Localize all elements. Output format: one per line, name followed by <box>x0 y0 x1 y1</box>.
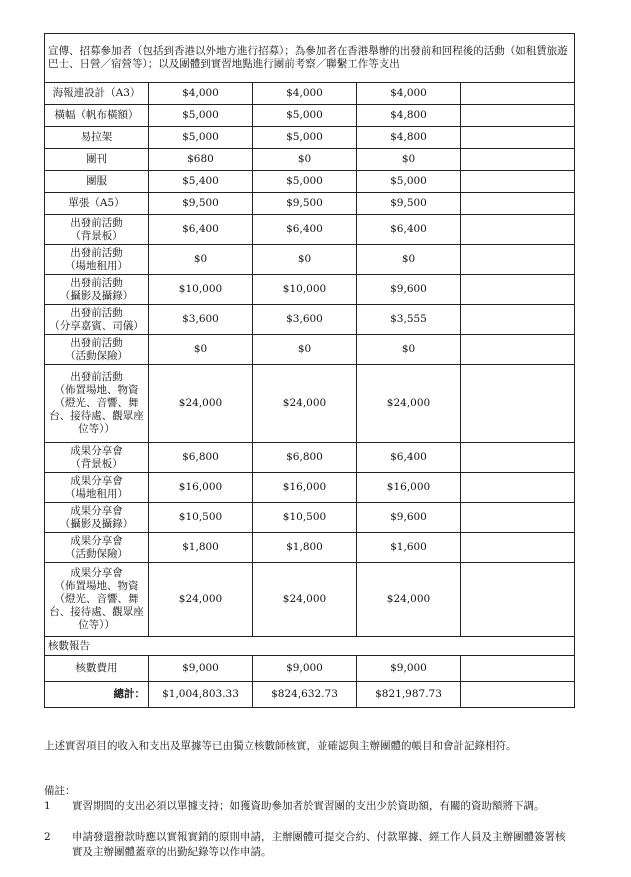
intro-row <box>45 34 575 83</box>
item-name-cell: 海報連設計（A3） <box>45 83 149 105</box>
table-row <box>45 83 575 105</box>
note-2 <box>44 830 574 860</box>
intro-text: 宣傳、招募參加者（包括到香港以外地方進行招募）；為參加者在香港舉辦的出發前和回程後的活動（如租賃旅遊巴士、日營／宿營等）；以及團體到實習地點進行團前考察／聯繫工作等支出 <box>45 34 575 83</box>
blank-cell <box>461 443 575 473</box>
table-row <box>45 533 575 563</box>
amount-cell: $0 <box>253 149 357 171</box>
amount-cell: $24,000 <box>357 563 461 637</box>
item-name-cell: 成果分享會 （活動保險） <box>45 533 149 563</box>
amount-cell: $24,000 <box>253 563 357 637</box>
total-row <box>45 682 575 708</box>
total-amount-cell: $1,004,803.33 <box>149 682 253 708</box>
item-name-cell: 核數費用 <box>45 656 149 682</box>
amount-cell: $10,000 <box>253 275 357 305</box>
amount-cell: $0 <box>253 335 357 365</box>
amount-cell: $3,600 <box>149 305 253 335</box>
note-text: 實習期間的支出必須以單據支持；如獲資助參加者於實習團的支出少於資助額，有關的資助額將下調。 <box>72 800 545 812</box>
amount-cell: $5,000 <box>253 127 357 149</box>
amount-cell: $3,600 <box>253 305 357 335</box>
note-text: 申請發還撥款時應以實報實銷的原則申請，主辦團體可提交合約、付款單據、經工作人員及主辦團體簽署核實及主辦團體蓋章的出勤紀錄等以作申請。 <box>72 831 566 858</box>
total-label: 總計： <box>45 682 149 708</box>
amount-cell: $6,400 <box>149 215 253 245</box>
item-name-cell: 出發前活動 （場地租用） <box>45 245 149 275</box>
amount-cell: $0 <box>357 245 461 275</box>
amount-cell: $9,500 <box>357 193 461 215</box>
item-name-cell: 成果分享會 （佈置場地、物資 （燈光、音響、舞 台、接待處、觀眾座 位等）） <box>45 563 149 637</box>
amount-cell: $9,000 <box>253 656 357 682</box>
amount-cell: $10,000 <box>149 275 253 305</box>
item-name-cell: 出發前活動 （活動保險） <box>45 335 149 365</box>
blank-cell <box>461 83 575 105</box>
note-1 <box>44 799 574 814</box>
table-row <box>45 656 575 682</box>
blank-cell <box>461 171 575 193</box>
blank-cell <box>461 215 575 245</box>
amount-cell: $4,800 <box>357 105 461 127</box>
table-row <box>45 193 575 215</box>
amount-cell: $24,000 <box>253 365 357 443</box>
blank-cell <box>461 105 575 127</box>
section-row <box>45 637 575 656</box>
amount-cell: $9,500 <box>253 193 357 215</box>
amount-cell: $5,400 <box>149 171 253 193</box>
amount-cell: $1,800 <box>253 533 357 563</box>
table-row <box>45 215 575 245</box>
table-row <box>45 245 575 275</box>
amount-cell: $16,000 <box>253 473 357 503</box>
blank-cell <box>461 127 575 149</box>
blank-cell <box>461 335 575 365</box>
amount-cell: $10,500 <box>149 503 253 533</box>
blank-cell <box>461 533 575 563</box>
budget-table <box>44 33 575 708</box>
amount-cell: $9,000 <box>357 656 461 682</box>
table-row <box>45 171 575 193</box>
table-row <box>45 149 575 171</box>
blank-cell <box>461 305 575 335</box>
item-name-cell: 成果分享會 （攝影及攝錄） <box>45 503 149 533</box>
table-row <box>45 503 575 533</box>
amount-cell: $10,500 <box>253 503 357 533</box>
amount-cell: $24,000 <box>149 563 253 637</box>
amount-cell: $6,400 <box>357 215 461 245</box>
amount-cell: $3,555 <box>357 305 461 335</box>
note-number: 2 <box>44 831 51 843</box>
amount-cell: $5,000 <box>149 127 253 149</box>
table-row <box>45 443 575 473</box>
notes-title: 備註： <box>44 785 76 797</box>
blank-cell <box>461 245 575 275</box>
table-row <box>45 335 575 365</box>
blank-cell <box>461 365 575 443</box>
amount-cell: $5,000 <box>357 171 461 193</box>
item-name-cell: 團刊 <box>45 149 149 171</box>
amount-cell: $16,000 <box>357 473 461 503</box>
amount-cell: $0 <box>253 245 357 275</box>
amount-cell: $6,800 <box>149 443 253 473</box>
blank-cell <box>461 193 575 215</box>
amount-cell: $0 <box>357 335 461 365</box>
amount-cell: $9,000 <box>149 656 253 682</box>
blank-cell <box>461 682 575 708</box>
table-row <box>45 127 575 149</box>
blank-cell <box>461 656 575 682</box>
table-row <box>45 365 575 443</box>
amount-cell: $0 <box>149 245 253 275</box>
blank-cell <box>461 275 575 305</box>
note-number: 1 <box>44 800 51 812</box>
amount-cell: $24,000 <box>149 365 253 443</box>
blank-cell <box>461 149 575 171</box>
item-name-cell: 成果分享會 （場地租用） <box>45 473 149 503</box>
blank-cell <box>461 473 575 503</box>
table-row <box>45 305 575 335</box>
item-name-cell: 出發前活動 （攝影及攝錄） <box>45 275 149 305</box>
amount-cell: $0 <box>357 149 461 171</box>
amount-cell: $5,000 <box>253 105 357 127</box>
table-row <box>45 473 575 503</box>
amount-cell: $24,000 <box>357 365 461 443</box>
amount-cell: $0 <box>149 335 253 365</box>
table-row <box>45 275 575 305</box>
table-row <box>45 563 575 637</box>
amount-cell: $16,000 <box>149 473 253 503</box>
item-name-cell: 出發前活動 （分享嘉賓、司儀） <box>45 305 149 335</box>
blank-cell <box>461 503 575 533</box>
amount-cell: $6,400 <box>357 443 461 473</box>
item-name-cell: 單張（A5） <box>45 193 149 215</box>
amount-cell: $6,800 <box>253 443 357 473</box>
amount-cell: $1,800 <box>149 533 253 563</box>
amount-cell: $4,000 <box>357 83 461 105</box>
amount-cell: $1,600 <box>357 533 461 563</box>
amount-cell: $4,000 <box>253 83 357 105</box>
amount-cell: $9,600 <box>357 503 461 533</box>
amount-cell: $6,400 <box>253 215 357 245</box>
item-name-cell: 成果分享會 （背景板） <box>45 443 149 473</box>
audit-section-label: 核數報告 <box>45 637 575 656</box>
table-row <box>45 105 575 127</box>
blank-cell <box>461 563 575 637</box>
item-name-cell: 出發前活動 （佈置場地、物資 （燈光、音響、舞 台、接待處、觀眾座 位等）） <box>45 365 149 443</box>
amount-cell: $9,500 <box>149 193 253 215</box>
item-name-cell: 橫幅（帆布橫額） <box>45 105 149 127</box>
declaration-text: 上述實習項目的收入和支出及單據等已由獨立核數師核實，並確認與主辦團體的帳目和會計記錄相符。 <box>44 740 517 752</box>
item-name-cell: 團服 <box>45 171 149 193</box>
item-name-cell: 出發前活動 （背景板） <box>45 215 149 245</box>
amount-cell: $680 <box>149 149 253 171</box>
amount-cell: $5,000 <box>149 105 253 127</box>
amount-cell: $4,000 <box>149 83 253 105</box>
amount-cell: $9,600 <box>357 275 461 305</box>
amount-cell: $5,000 <box>253 171 357 193</box>
total-amount-cell: $824,632.73 <box>253 682 357 708</box>
item-name-cell: 易拉架 <box>45 127 149 149</box>
total-amount-cell: $821,987.73 <box>357 682 461 708</box>
amount-cell: $4,800 <box>357 127 461 149</box>
